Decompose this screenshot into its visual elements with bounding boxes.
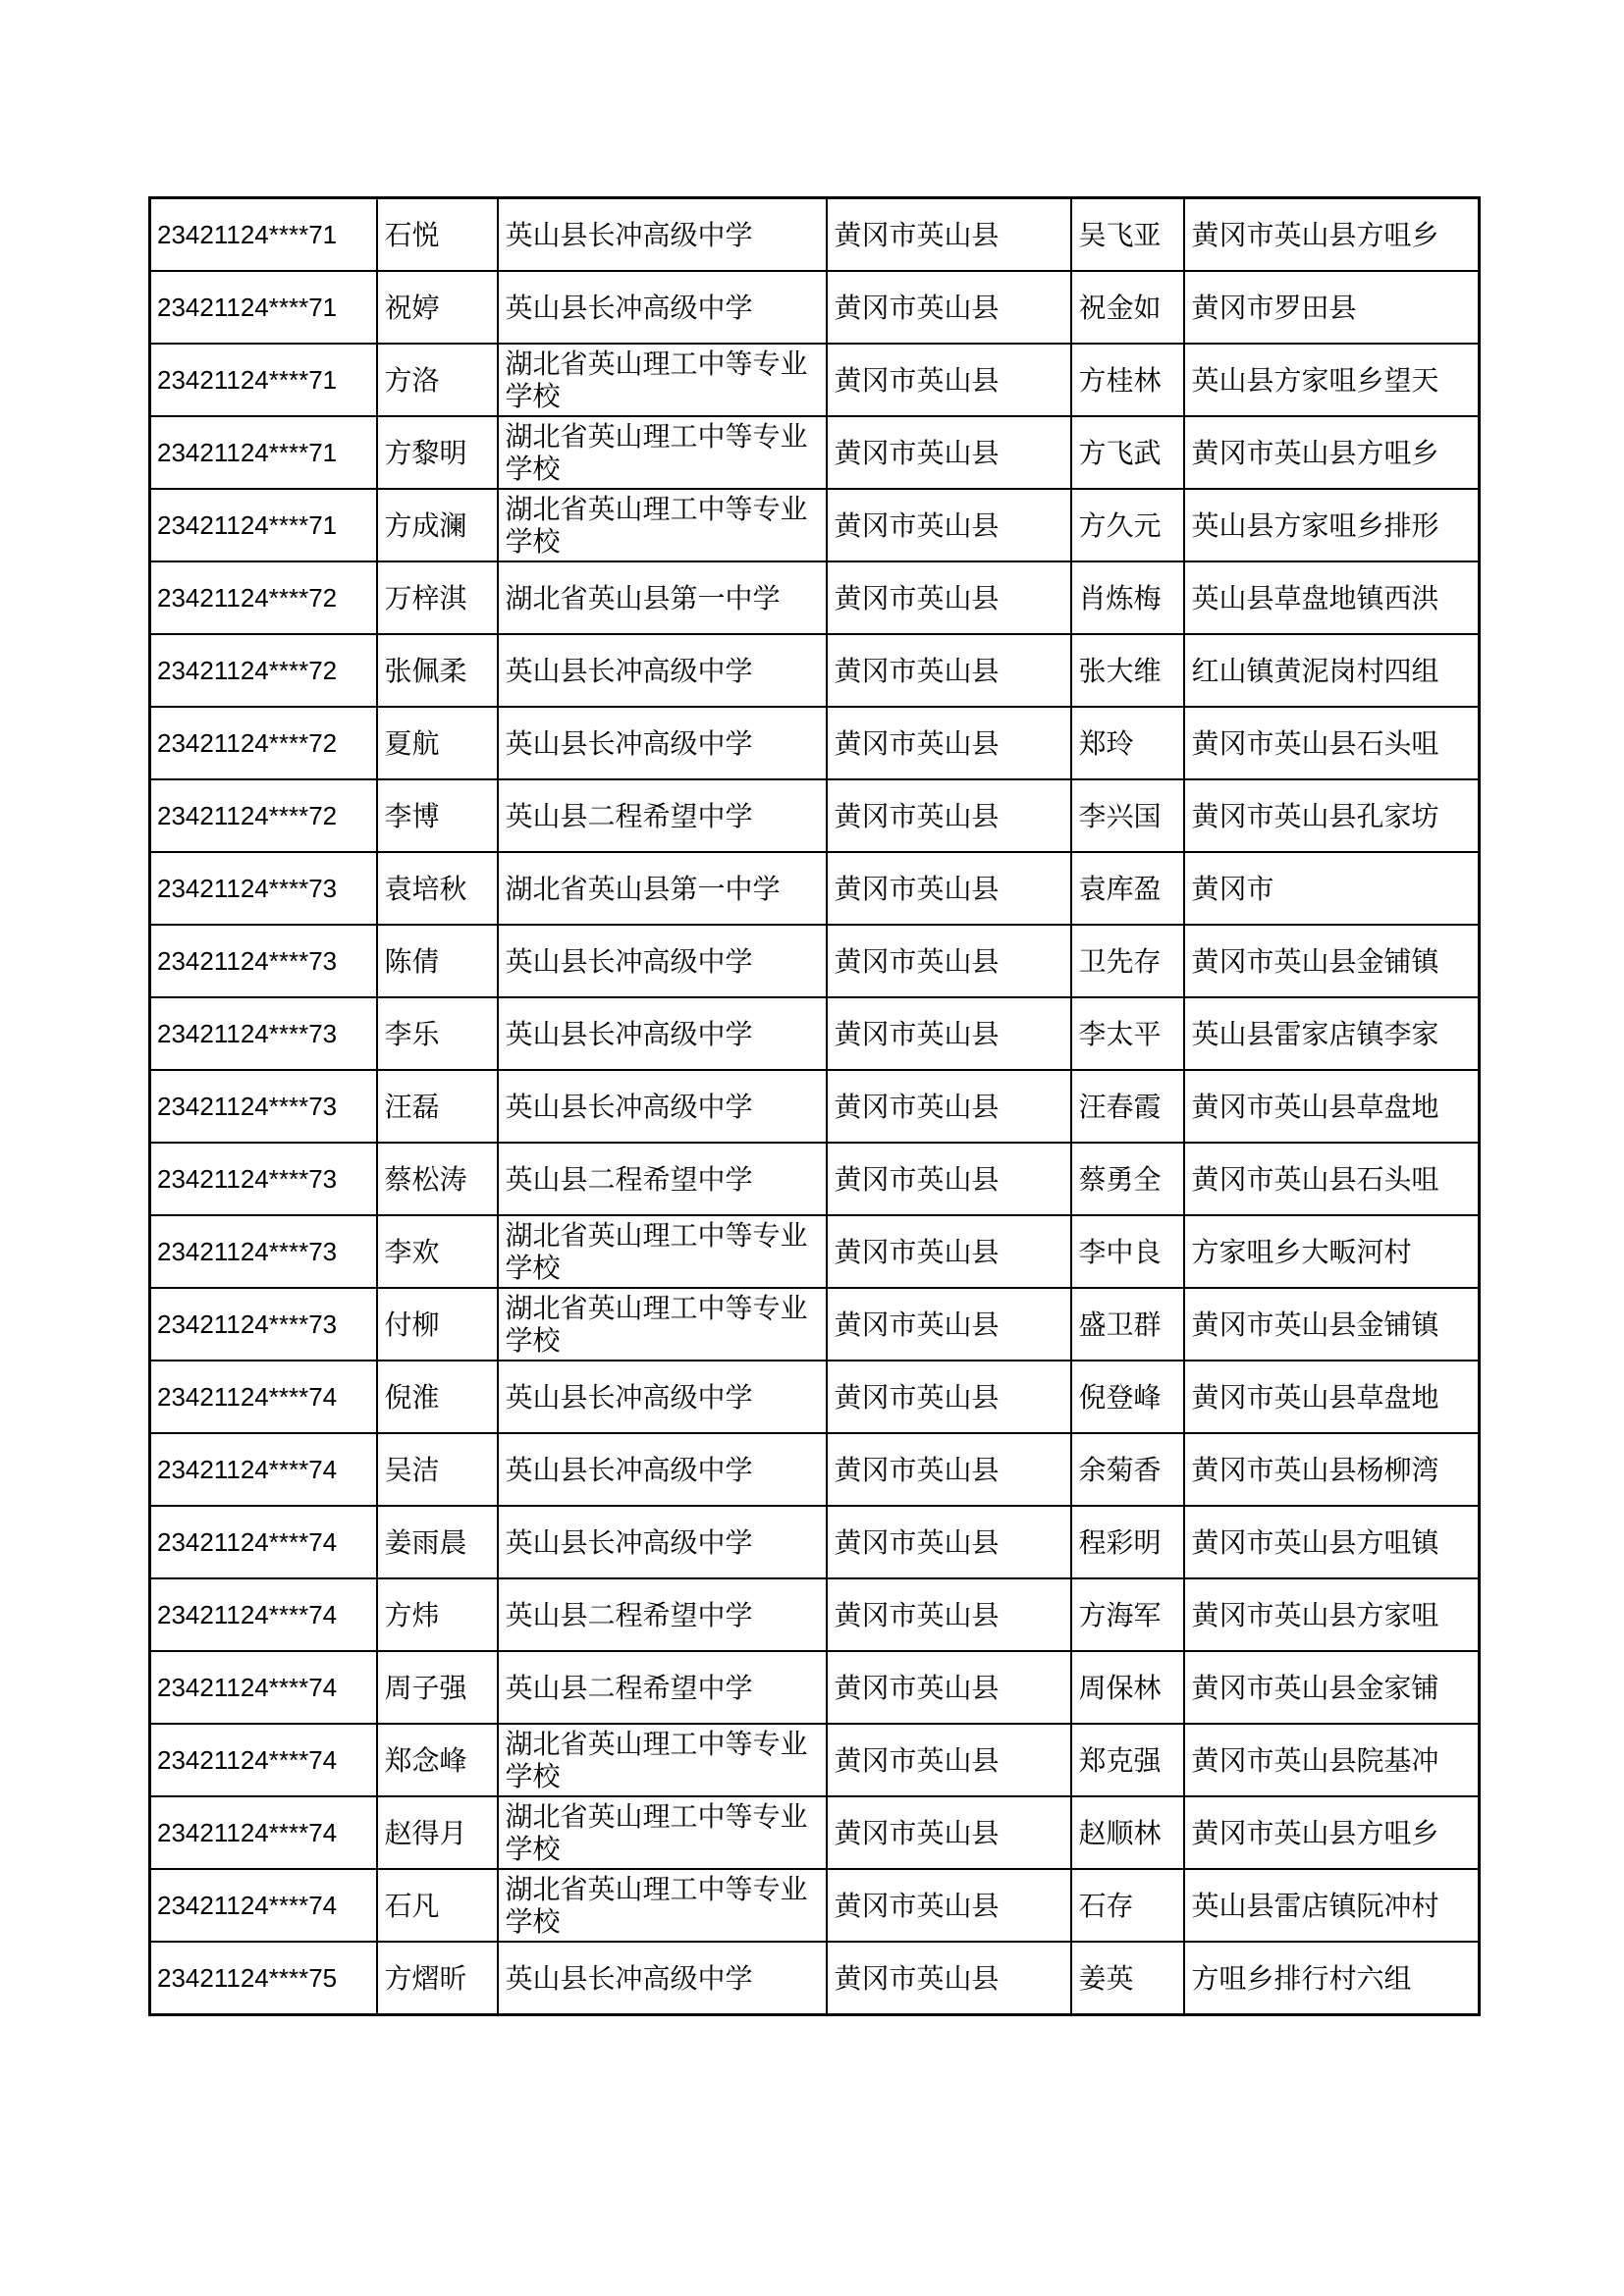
address-cell: 黄冈市英山县石头咀: [1184, 1143, 1480, 1215]
name-cell: 李乐: [377, 997, 498, 1070]
table-row: [150, 634, 1480, 707]
table-row: [150, 1215, 1480, 1288]
region-cell: 黄冈市英山县: [827, 1361, 1071, 1433]
address-cell: 黄冈市英山县金铺镇: [1184, 925, 1480, 997]
name-cell: 周子强: [377, 1651, 498, 1724]
school-cell: 英山县长冲高级中学: [498, 198, 827, 272]
region-cell: 黄冈市英山县: [827, 198, 1071, 272]
region-cell: 黄冈市英山县: [827, 1796, 1071, 1869]
id-cell: 23421124****74: [150, 1796, 377, 1869]
school-cell: 湖北省英山理工中等专业学校: [498, 1724, 827, 1796]
id-cell: 23421124****73: [150, 1288, 377, 1361]
name-cell: 李博: [377, 779, 498, 852]
address-cell: 英山县雷家店镇李家: [1184, 997, 1480, 1070]
id-cell: 23421124****71: [150, 198, 377, 272]
name-cell: 李欢: [377, 1215, 498, 1288]
id-cell: 23421124****73: [150, 852, 377, 925]
name-cell: 姜雨晨: [377, 1506, 498, 1578]
name-cell: 付柳: [377, 1288, 498, 1361]
guardian-cell: 张大维: [1071, 634, 1184, 707]
school-cell: 湖北省英山理工中等专业学校: [498, 1869, 827, 1942]
school-cell: 英山县长冲高级中学: [498, 1070, 827, 1143]
id-cell: 23421124****75: [150, 1942, 377, 2015]
name-cell: 石凡: [377, 1869, 498, 1942]
name-cell: 郑念峰: [377, 1724, 498, 1796]
table-row: [150, 707, 1480, 779]
school-cell: 英山县长冲高级中学: [498, 925, 827, 997]
name-cell: 汪磊: [377, 1070, 498, 1143]
region-cell: 黄冈市英山县: [827, 925, 1071, 997]
table-row: [150, 1724, 1480, 1796]
table-row: [150, 1796, 1480, 1869]
name-cell: 方黎明: [377, 416, 498, 489]
guardian-cell: 李太平: [1071, 997, 1184, 1070]
id-cell: 23421124****74: [150, 1433, 377, 1506]
name-cell: 万梓淇: [377, 561, 498, 634]
school-cell: 英山县二程希望中学: [498, 1651, 827, 1724]
table-row: [150, 1070, 1480, 1143]
school-cell: 英山县长冲高级中学: [498, 634, 827, 707]
id-cell: 23421124****71: [150, 489, 377, 561]
table-row: [150, 1942, 1480, 2015]
region-cell: 黄冈市英山县: [827, 1651, 1071, 1724]
table-row: [150, 416, 1480, 489]
table-row: [150, 1506, 1480, 1578]
region-cell: 黄冈市英山县: [827, 1869, 1071, 1942]
region-cell: 黄冈市英山县: [827, 344, 1071, 416]
table-row: [150, 561, 1480, 634]
region-cell: 黄冈市英山县: [827, 1578, 1071, 1651]
guardian-cell: 姜英: [1071, 1942, 1184, 2015]
id-cell: 23421124****72: [150, 634, 377, 707]
address-cell: 黄冈市英山县金家铺: [1184, 1651, 1480, 1724]
address-cell: 黄冈市英山县方咀乡: [1184, 416, 1480, 489]
name-cell: 石悦: [377, 198, 498, 272]
id-cell: 23421124****74: [150, 1651, 377, 1724]
address-cell: 方咀乡排行村六组: [1184, 1942, 1480, 2015]
address-cell: 黄冈市英山县院基冲: [1184, 1724, 1480, 1796]
student-table-body: [150, 198, 1480, 2015]
name-cell: 方熠昕: [377, 1942, 498, 2015]
region-cell: 黄冈市英山县: [827, 1724, 1071, 1796]
table-row: [150, 489, 1480, 561]
school-cell: 湖北省英山理工中等专业学校: [498, 416, 827, 489]
school-cell: 英山县二程希望中学: [498, 779, 827, 852]
address-cell: 英山县方家咀乡排形: [1184, 489, 1480, 561]
school-cell: 湖北省英山县第一中学: [498, 852, 827, 925]
table-row: [150, 344, 1480, 416]
region-cell: 黄冈市英山县: [827, 1288, 1071, 1361]
name-cell: 张佩柔: [377, 634, 498, 707]
table-row: [150, 1143, 1480, 1215]
guardian-cell: 卫先存: [1071, 925, 1184, 997]
guardian-cell: 程彩明: [1071, 1506, 1184, 1578]
table-row: [150, 1361, 1480, 1433]
table-row: [150, 1869, 1480, 1942]
address-cell: 黄冈市英山县石头咀: [1184, 707, 1480, 779]
guardian-cell: 盛卫群: [1071, 1288, 1184, 1361]
guardian-cell: 郑克强: [1071, 1724, 1184, 1796]
school-cell: 英山县长冲高级中学: [498, 1506, 827, 1578]
id-cell: 23421124****73: [150, 1070, 377, 1143]
address-cell: 黄冈市英山县方咀镇: [1184, 1506, 1480, 1578]
guardian-cell: 赵顺林: [1071, 1796, 1184, 1869]
region-cell: 黄冈市英山县: [827, 1942, 1071, 2015]
table-row: [150, 925, 1480, 997]
id-cell: 23421124****74: [150, 1361, 377, 1433]
table-row: [150, 997, 1480, 1070]
id-cell: 23421124****71: [150, 271, 377, 344]
id-cell: 23421124****73: [150, 1143, 377, 1215]
table-row: [150, 852, 1480, 925]
region-cell: 黄冈市英山县: [827, 997, 1071, 1070]
region-cell: 黄冈市英山县: [827, 1215, 1071, 1288]
school-cell: 湖北省英山理工中等专业学校: [498, 1288, 827, 1361]
table-row: [150, 1578, 1480, 1651]
school-cell: 英山县长冲高级中学: [498, 707, 827, 779]
region-cell: 黄冈市英山县: [827, 271, 1071, 344]
school-cell: 湖北省英山理工中等专业学校: [498, 489, 827, 561]
id-cell: 23421124****73: [150, 1215, 377, 1288]
name-cell: 方成澜: [377, 489, 498, 561]
guardian-cell: 李中良: [1071, 1215, 1184, 1288]
guardian-cell: 石存: [1071, 1869, 1184, 1942]
region-cell: 黄冈市英山县: [827, 707, 1071, 779]
guardian-cell: 郑玲: [1071, 707, 1184, 779]
address-cell: 黄冈市英山县草盘地: [1184, 1070, 1480, 1143]
name-cell: 方炜: [377, 1578, 498, 1651]
guardian-cell: 方飞武: [1071, 416, 1184, 489]
id-cell: 23421124****71: [150, 344, 377, 416]
name-cell: 方洛: [377, 344, 498, 416]
region-cell: 黄冈市英山县: [827, 634, 1071, 707]
name-cell: 赵得月: [377, 1796, 498, 1869]
table-row: [150, 1651, 1480, 1724]
region-cell: 黄冈市英山县: [827, 852, 1071, 925]
guardian-cell: 肖炼梅: [1071, 561, 1184, 634]
school-cell: 英山县长冲高级中学: [498, 1361, 827, 1433]
school-cell: 英山县长冲高级中学: [498, 1942, 827, 2015]
region-cell: 黄冈市英山县: [827, 779, 1071, 852]
address-cell: 黄冈市英山县杨柳湾: [1184, 1433, 1480, 1506]
school-cell: 英山县长冲高级中学: [498, 1433, 827, 1506]
address-cell: 黄冈市英山县金铺镇: [1184, 1288, 1480, 1361]
guardian-cell: 李兴国: [1071, 779, 1184, 852]
school-cell: 湖北省英山理工中等专业学校: [498, 1215, 827, 1288]
region-cell: 黄冈市英山县: [827, 1070, 1071, 1143]
region-cell: 黄冈市英山县: [827, 1433, 1071, 1506]
address-cell: 黄冈市英山县方咀乡: [1184, 198, 1480, 272]
id-cell: 23421124****72: [150, 707, 377, 779]
address-cell: 方家咀乡大畈河村: [1184, 1215, 1480, 1288]
region-cell: 黄冈市英山县: [827, 416, 1071, 489]
name-cell: 倪淮: [377, 1361, 498, 1433]
table-row: [150, 271, 1480, 344]
address-cell: 英山县草盘地镇西洪: [1184, 561, 1480, 634]
guardian-cell: 袁库盈: [1071, 852, 1184, 925]
guardian-cell: 吴飞亚: [1071, 198, 1184, 272]
address-cell: 黄冈市英山县方家咀: [1184, 1578, 1480, 1651]
name-cell: 袁培秋: [377, 852, 498, 925]
school-cell: 英山县二程希望中学: [498, 1578, 827, 1651]
guardian-cell: 蔡勇全: [1071, 1143, 1184, 1215]
name-cell: 蔡松涛: [377, 1143, 498, 1215]
school-cell: 英山县长冲高级中学: [498, 271, 827, 344]
id-cell: 23421124****74: [150, 1869, 377, 1942]
school-cell: 英山县二程希望中学: [498, 1143, 827, 1215]
school-cell: 湖北省英山县第一中学: [498, 561, 827, 634]
name-cell: 夏航: [377, 707, 498, 779]
address-cell: 黄冈市英山县草盘地: [1184, 1361, 1480, 1433]
name-cell: 祝婷: [377, 271, 498, 344]
address-cell: 英山县雷店镇阮冲村: [1184, 1869, 1480, 1942]
table-row: [150, 198, 1480, 272]
id-cell: 23421124****74: [150, 1506, 377, 1578]
guardian-cell: 方桂林: [1071, 344, 1184, 416]
id-cell: 23421124****74: [150, 1578, 377, 1651]
guardian-cell: 祝金如: [1071, 271, 1184, 344]
school-cell: 湖北省英山理工中等专业学校: [498, 344, 827, 416]
address-cell: 黄冈市英山县孔家坊: [1184, 779, 1480, 852]
id-cell: 23421124****72: [150, 561, 377, 634]
address-cell: 黄冈市: [1184, 852, 1480, 925]
region-cell: 黄冈市英山县: [827, 561, 1071, 634]
id-cell: 23421124****73: [150, 997, 377, 1070]
id-cell: 23421124****72: [150, 779, 377, 852]
name-cell: 陈倩: [377, 925, 498, 997]
student-table: [148, 196, 1481, 2016]
school-cell: 湖北省英山理工中等专业学校: [498, 1796, 827, 1869]
school-cell: 英山县长冲高级中学: [498, 997, 827, 1070]
address-cell: 黄冈市英山县方咀乡: [1184, 1796, 1480, 1869]
address-cell: 英山县方家咀乡望天: [1184, 344, 1480, 416]
address-cell: 红山镇黄泥岗村四组: [1184, 634, 1480, 707]
table-row: [150, 779, 1480, 852]
name-cell: 吴洁: [377, 1433, 498, 1506]
address-cell: 黄冈市罗田县: [1184, 271, 1480, 344]
guardian-cell: 周保林: [1071, 1651, 1184, 1724]
guardian-cell: 方久元: [1071, 489, 1184, 561]
guardian-cell: 倪登峰: [1071, 1361, 1184, 1433]
guardian-cell: 方海军: [1071, 1578, 1184, 1651]
guardian-cell: 汪春霞: [1071, 1070, 1184, 1143]
id-cell: 23421124****74: [150, 1724, 377, 1796]
table-row: [150, 1288, 1480, 1361]
id-cell: 23421124****73: [150, 925, 377, 997]
region-cell: 黄冈市英山县: [827, 489, 1071, 561]
region-cell: 黄冈市英山县: [827, 1506, 1071, 1578]
region-cell: 黄冈市英山县: [827, 1143, 1071, 1215]
id-cell: 23421124****71: [150, 416, 377, 489]
table-row: [150, 1433, 1480, 1506]
guardian-cell: 余菊香: [1071, 1433, 1184, 1506]
